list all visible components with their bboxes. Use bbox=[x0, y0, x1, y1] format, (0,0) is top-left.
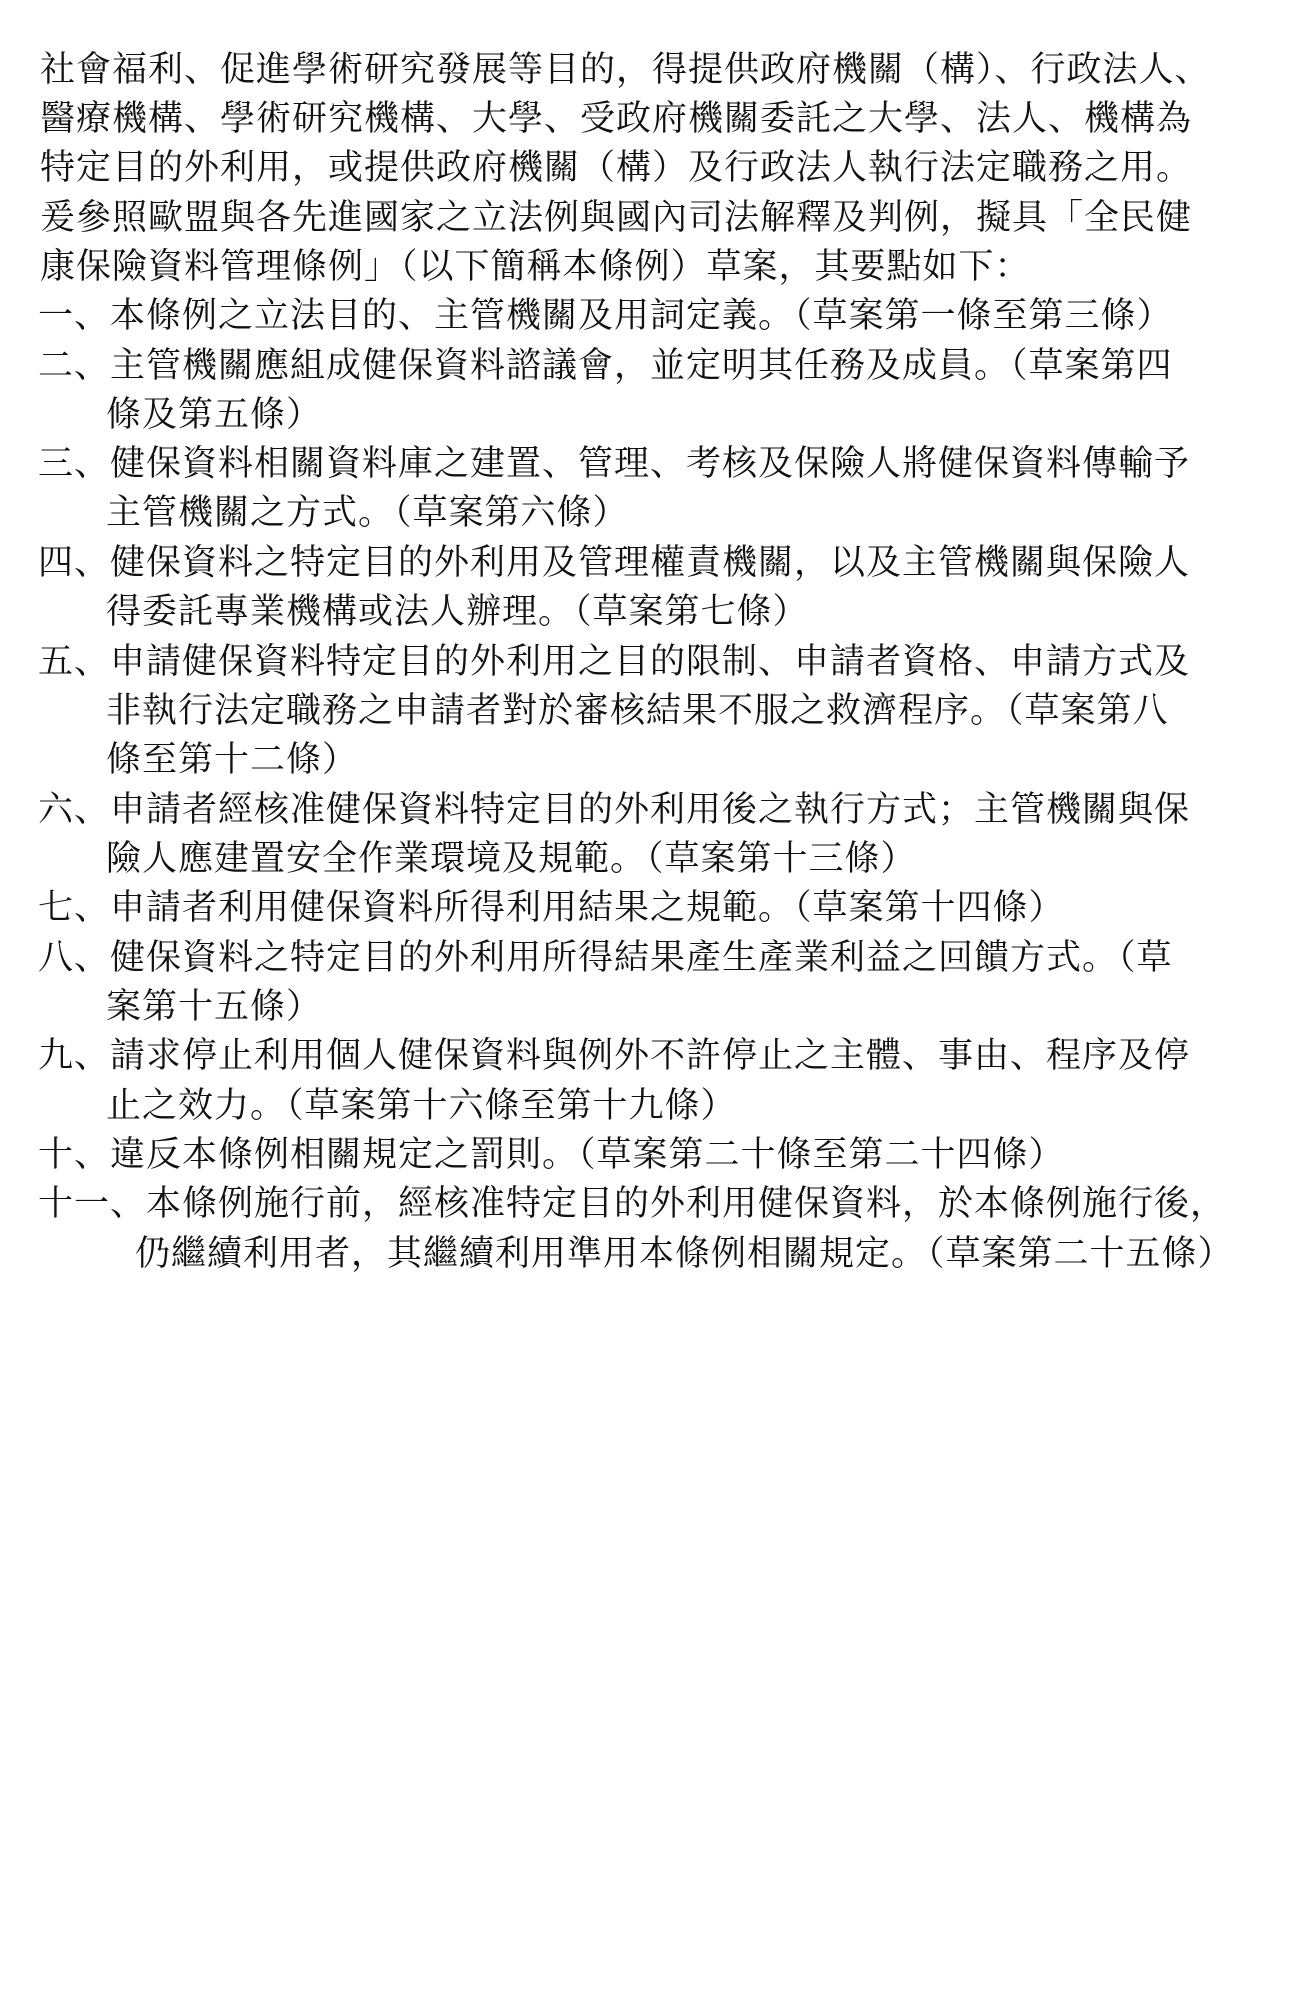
list-item-4: 四、健保資料之特定目的外利用及管理權責機關，以及主管機關與保險人 bbox=[38, 543, 1191, 583]
list-item-7: 七、申請者利用健保資料所得利用結果之規範。（草案第十四條） bbox=[38, 888, 1065, 928]
list-item-4-cont: 得委託專業機構或法人辦理。（草案第七條） bbox=[106, 592, 809, 632]
list-item-2: 二、主管機關應組成健保資料諮議會，並定明其任務及成員。（草案第四 bbox=[38, 346, 1173, 386]
list-item-10: 十、違反本條例相關規定之罰則。（草案第二十條至第二十四條） bbox=[38, 1135, 1065, 1175]
list-item-3-cont: 主管機關之方式。（草案第六條） bbox=[106, 493, 629, 533]
list-item-11: 十一、本條例施行前，經核准特定目的外利用健保資料，於本條例施行後， bbox=[38, 1184, 1227, 1224]
list-item-5-cont-1: 非執行法定職務之申請者對於審核結果不服之救濟程序。（草案第八 bbox=[106, 691, 1169, 731]
intro-line-1: 社會福利、促進學術研究發展等目的，得提供政府機關（構）、行政法人、 bbox=[40, 50, 1211, 90]
list-item-2-cont: 條及第五條） bbox=[106, 395, 323, 435]
list-item-1: 一、本條例之立法目的、主管機關及用詞定義。（草案第一條至第三條） bbox=[38, 296, 1173, 336]
list-item-6: 六、申請者經核准健保資料特定目的外利用後之執行方式；主管機關與保 bbox=[38, 790, 1191, 830]
list-item-5: 五、申請健保資料特定目的外利用之目的限制、申請者資格、申請方式及 bbox=[38, 642, 1191, 682]
list-item-8-cont: 案第十五條） bbox=[106, 987, 323, 1027]
intro-line-4: 爰參照歐盟與各先進國家之立法例與國內司法解釋及判例，擬具「全民健 bbox=[40, 198, 1193, 238]
list-item-6-cont: 險人應建置安全作業環境及規範。（草案第十三條） bbox=[106, 839, 917, 879]
intro-line-5: 康保險資料管理條例」（以下簡稱本條例）草案，其要點如下： bbox=[40, 247, 1031, 287]
list-item-5-cont-2: 條至第十二條） bbox=[106, 740, 359, 780]
list-item-11-cont: 仍繼續利用者，其繼續利用準用本條例相關規定。（草案第二十五條） bbox=[135, 1234, 1234, 1274]
intro-line-3: 特定目的外利用，或提供政府機關（構）及行政法人執行法定職務之用。 bbox=[40, 148, 1193, 188]
intro-line-2: 醫療機構、學術研究機構、大學、受政府機關委託之大學、法人、機構為 bbox=[40, 99, 1193, 139]
list-item-3: 三、健保資料相關資料庫之建置、管理、考核及保險人將健保資料傳輸予 bbox=[38, 444, 1191, 484]
list-item-9: 九、請求停止利用個人健保資料與例外不許停止之主體、事由、程序及停 bbox=[38, 1036, 1191, 1076]
list-item-8: 八、健保資料之特定目的外利用所得結果產生產業利益之回饋方式。（草 bbox=[38, 938, 1173, 978]
list-item-9-cont: 止之效力。（草案第十六條至第十九條） bbox=[106, 1086, 737, 1126]
